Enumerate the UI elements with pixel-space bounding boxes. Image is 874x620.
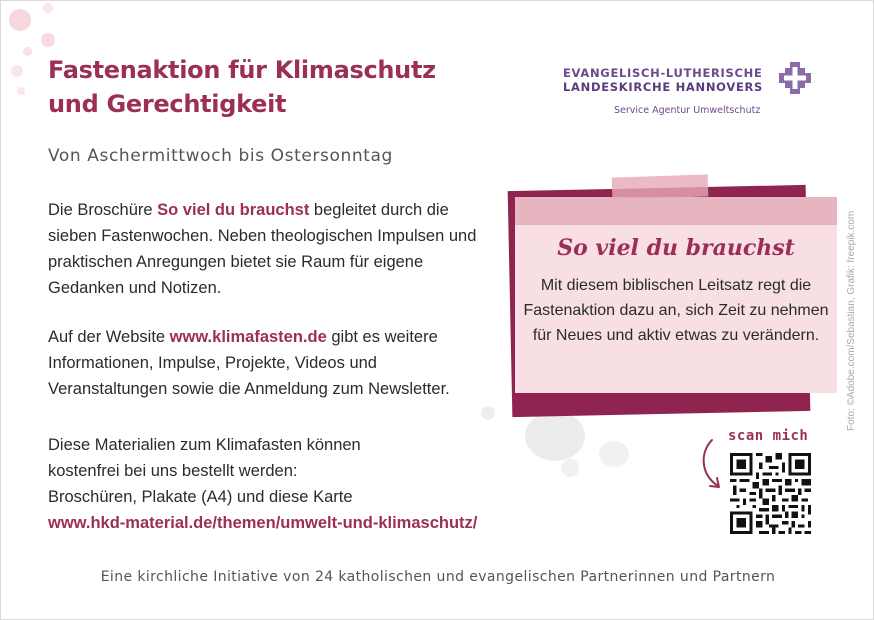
title-line-2: und Gerechtigkeit xyxy=(48,90,287,118)
quote-note xyxy=(515,197,837,393)
text-span: gibt es weitere Informationen, Impulse, Projekte, Videos und Veranstaltungen sowie die Anmeldung zum Newsletter. xyxy=(48,328,450,398)
page-title xyxy=(48,53,468,121)
klimafasten-link[interactable]: www.klimafasten.de xyxy=(169,328,327,346)
decor-dot xyxy=(11,65,23,77)
cross-icon xyxy=(777,60,813,96)
order-paragraph xyxy=(48,432,588,536)
text-span: Die Broschüre xyxy=(48,201,158,219)
note-text: Mit diesem biblischen Leitsatz regt die Fastenaktion dazu an, sich Zeit zu nehmen für Neues und aktiv etwas zu verändern. xyxy=(523,277,829,344)
logo-line-1: EVANGELISCH-LUTHERISCHE xyxy=(563,66,763,80)
decor-splash xyxy=(599,441,629,467)
photo-credit: Foto: ©Adobe.com/Sebastian, Grafik: freepik.com xyxy=(846,210,857,431)
footer-text: Eine kirchliche Initiative von 24 katholischen und evangelischen Partnerinnen und Partnern xyxy=(100,569,776,585)
decor-splash xyxy=(481,406,495,420)
text-span: begleitet durch die sieben Fastenwochen. Neben theologischen Impulsen und praktischen Anregungen bietet sie Raum für eigene Gedanken und Notizen. xyxy=(48,201,477,297)
order-line-1: Diese Materialien zum Klimafasten können xyxy=(48,436,361,454)
tape-strip xyxy=(612,174,709,199)
text-span: Auf der Website xyxy=(48,328,170,346)
decor-dot xyxy=(17,87,25,95)
title-line-1: Fastenaktion für Klimaschutz xyxy=(48,56,436,84)
note-title: So viel du brauchst xyxy=(557,235,795,261)
subtitle: Von Aschermittwoch bis Ostersonntag xyxy=(48,146,393,166)
hkd-material-link[interactable]: www.hkd-material.de/themen/umwelt-und-klimaschutz/ xyxy=(48,514,478,532)
scan-label: scan mich xyxy=(728,428,809,444)
decor-dot xyxy=(41,33,55,47)
decor-splash xyxy=(561,459,579,477)
note-header-strip xyxy=(515,197,837,225)
logo-subtitle: Service Agentur Umweltschutz xyxy=(614,105,761,116)
order-line-3: Broschüren, Plakate (A4) und diese Karte xyxy=(48,488,353,506)
logo-line-2: LANDESKIRCHE HANNOVERS xyxy=(563,80,764,94)
brochure-name: So viel du brauchst xyxy=(157,201,310,219)
decor-dot xyxy=(9,9,31,31)
brochure-paragraph xyxy=(48,197,488,301)
qr-code[interactable] xyxy=(730,453,811,534)
website-paragraph xyxy=(48,324,488,402)
curved-arrow-icon xyxy=(698,438,724,494)
church-logo[interactable] xyxy=(563,63,813,121)
decor-dot xyxy=(43,3,53,13)
order-line-2: kostenfrei bei uns bestellt werden: xyxy=(48,462,298,480)
decor-splash xyxy=(525,411,585,461)
decor-dot xyxy=(23,47,32,56)
